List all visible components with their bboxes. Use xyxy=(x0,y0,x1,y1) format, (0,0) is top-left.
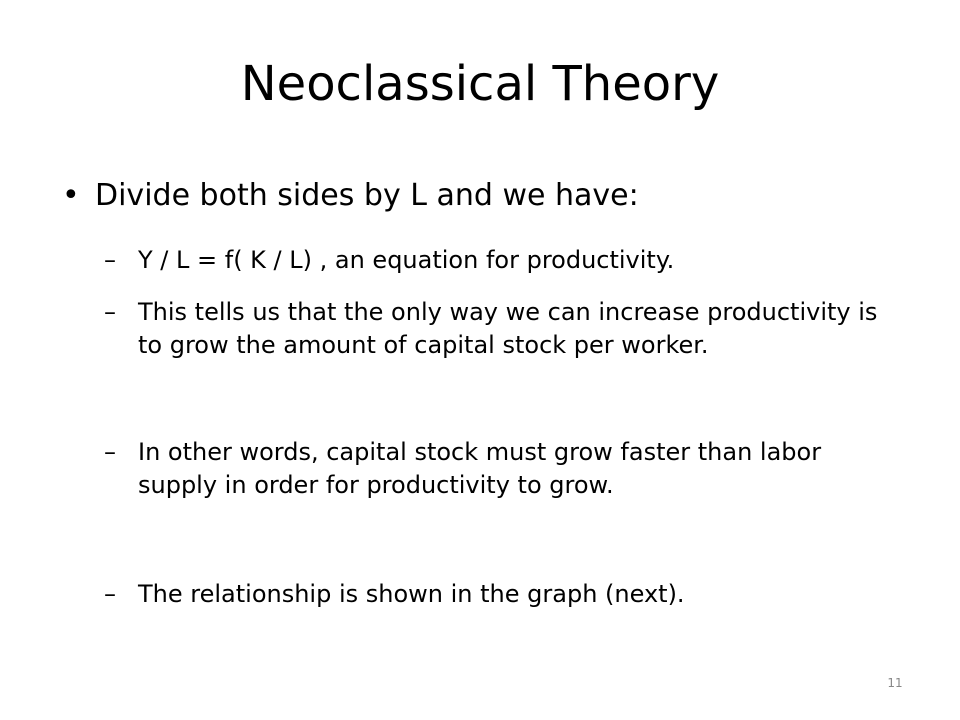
sub-bullet-text: This tells us that the only way we can increase productivity is to grow the amount of capital stock per worker. xyxy=(138,298,878,359)
sub-bullet-text: In other words, capital stock must grow faster than labor supply in order for productivity to grow. xyxy=(138,438,822,499)
page-number: 11 xyxy=(887,676,903,690)
slide-title: Neoclassical Theory xyxy=(240,56,720,112)
dash-marker: – xyxy=(104,438,116,466)
dash-marker: – xyxy=(104,580,116,608)
dash-marker: – xyxy=(104,298,116,326)
sub-bullet-text: Y / L = f( K / L) , an equation for productivity. xyxy=(138,246,675,274)
bullet-marker: • xyxy=(62,178,80,213)
sub-bullet-text: The relationship is shown in the graph (next). xyxy=(138,580,685,608)
main-bullet-text: Divide both sides by L and we have: xyxy=(95,178,639,213)
dash-marker: – xyxy=(104,246,116,274)
